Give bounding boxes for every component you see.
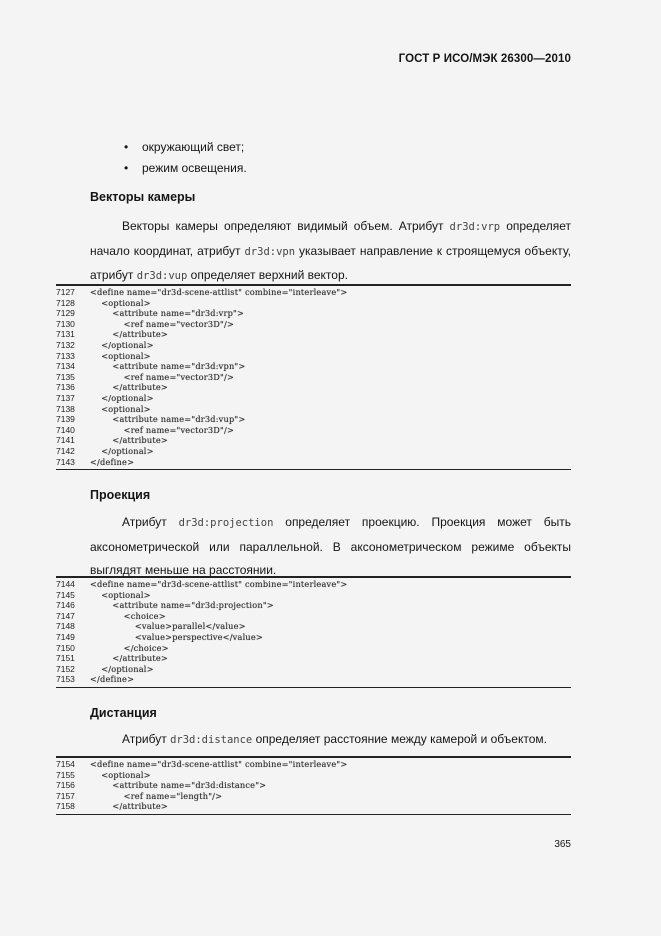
code-text: </optional>	[90, 445, 154, 456]
line-number: 7127	[56, 287, 75, 297]
code-text: </optional>	[90, 339, 154, 350]
code-line	[56, 674, 571, 685]
line-number: 7154	[56, 759, 75, 769]
code-line	[56, 801, 571, 812]
line-number: 7134	[56, 361, 75, 372]
code-listing	[56, 576, 571, 688]
section-heading: Проекция	[90, 488, 151, 502]
line-number: 7145	[56, 589, 75, 600]
code-text: </attribute>	[90, 329, 168, 340]
line-number: 7158	[56, 801, 75, 812]
code-text: <ref name="vector3D"/>	[90, 318, 235, 329]
line-number: 7155	[56, 769, 75, 780]
section-heading: Векторы камеры	[90, 190, 196, 204]
code-text: <ref name="length"/>	[90, 790, 223, 801]
code-line	[56, 791, 571, 802]
code-line	[56, 759, 571, 770]
line-number: 7153	[56, 674, 75, 685]
line-number: 7135	[56, 371, 75, 382]
code-line	[56, 372, 571, 383]
code-line	[56, 600, 571, 611]
code-line	[56, 780, 571, 791]
inline-code: dr3d:distance	[170, 734, 253, 746]
code-text: <optional>	[90, 589, 151, 600]
text-span: Векторы камеры определяют видимый объем. Атрибут	[122, 219, 450, 233]
code-line	[56, 446, 571, 457]
code-text: <optional>	[90, 769, 151, 780]
code-text: <choice>	[90, 610, 166, 621]
code-line	[56, 643, 571, 654]
code-text: </optional>	[90, 392, 154, 403]
list-item: • окружающий свет;	[124, 137, 247, 158]
code-line	[56, 308, 571, 319]
text-span: определяет начало координат, атрибут	[90, 219, 572, 258]
line-number: 7136	[56, 382, 75, 393]
text-span: Атрибут	[122, 515, 179, 529]
code-line	[56, 287, 571, 298]
code-line	[56, 621, 571, 632]
code-line	[56, 579, 571, 590]
code-text: <define name="dr3d-scene-attlist" combine="interleave">	[90, 579, 348, 589]
code-line	[56, 770, 571, 781]
line-number: 7131	[56, 329, 75, 340]
code-listing	[56, 284, 571, 470]
line-number: 7146	[56, 600, 75, 611]
code-line	[56, 340, 571, 351]
code-line	[56, 653, 571, 664]
code-text: <value>parallel</value>	[90, 621, 246, 632]
code-text: <value>perspective</value>	[90, 631, 263, 642]
bullet-list	[124, 137, 247, 179]
line-number: 7133	[56, 350, 75, 361]
code-listing	[56, 756, 571, 815]
line-number: 7150	[56, 642, 75, 653]
section-paragraph	[90, 728, 571, 753]
standard-header: ГОСТ Р ИСО/МЭК 26300—2010	[398, 53, 571, 65]
code-line	[56, 329, 571, 340]
code-text: <attribute name="dr3d:projection">	[90, 600, 274, 611]
page-number: 365	[554, 839, 571, 850]
text-span: указывает направление к строящемуся объекту, атрибут	[90, 243, 571, 282]
line-number: 7149	[56, 631, 75, 642]
code-text: <optional>	[90, 403, 151, 414]
code-text: <ref name="vector3D"/>	[90, 371, 235, 382]
code-line	[56, 435, 571, 446]
line-number: 7138	[56, 403, 75, 414]
inline-code: dr3d:projection	[178, 517, 274, 529]
code-line	[56, 298, 571, 309]
text-span: Атрибут	[122, 732, 171, 746]
line-number: 7148	[56, 621, 75, 632]
code-text: <attribute name="dr3d:vrp">	[90, 308, 245, 319]
code-text: </attribute>	[90, 382, 168, 393]
code-line	[56, 664, 571, 675]
inline-code: dr3d:vpn	[244, 245, 296, 258]
line-number: 7152	[56, 663, 75, 674]
line-number: 7143	[56, 456, 75, 467]
line-number: 7137	[56, 392, 75, 403]
section-heading: Дистанция	[90, 706, 157, 720]
text-span: определяет проекцию. Проекция может быть аксонометрической или параллельной. В аксонометрическом режиме объекты выглядят меньше на расстоянии.	[90, 515, 571, 577]
line-number: 7132	[56, 339, 75, 350]
list-item: • режим освещения.	[124, 158, 247, 179]
line-number: 7151	[56, 653, 75, 664]
line-number: 7140	[56, 424, 75, 435]
code-text: </attribute>	[90, 653, 168, 664]
code-line	[56, 361, 571, 372]
code-text: <define name="dr3d-scene-attlist" combine="interleave">	[90, 759, 348, 769]
code-text: <attribute name="dr3d:vpn">	[90, 361, 246, 372]
section-paragraph	[90, 215, 571, 289]
line-number: 7139	[56, 414, 75, 425]
code-line	[56, 393, 571, 404]
code-line	[56, 611, 571, 622]
line-number: 7128	[56, 297, 75, 308]
code-text: <define name="dr3d-scene-attlist" combine="interleave">	[90, 287, 348, 297]
code-text: </define>	[90, 456, 135, 467]
code-text: <optional>	[90, 297, 151, 308]
code-line	[56, 457, 571, 468]
line-number: 7144	[56, 579, 75, 589]
code-text: </optional>	[90, 663, 154, 674]
line-number: 7157	[56, 790, 75, 801]
line-number: 7141	[56, 435, 75, 446]
code-line	[56, 414, 571, 425]
inline-code: dr3d:vup	[136, 270, 188, 282]
code-text: </choice>	[90, 642, 169, 653]
code-text: <optional>	[90, 350, 151, 361]
line-number: 7147	[56, 610, 75, 621]
code-text: <attribute name="dr3d:vup">	[90, 414, 246, 425]
code-line	[56, 404, 571, 415]
text-span: определяет расстояние между камерой и объектом.	[252, 732, 547, 746]
line-number: 7142	[56, 445, 75, 456]
inline-code: dr3d:vrp	[449, 221, 501, 233]
code-text: <ref name="vector3D"/>	[90, 424, 235, 435]
line-number: 7156	[56, 780, 75, 791]
code-line	[56, 632, 571, 643]
code-text: <attribute name="dr3d:distance">	[90, 780, 267, 791]
line-number: 7129	[56, 308, 75, 319]
code-line	[56, 319, 571, 330]
text-span: определяет верхний вектор.	[187, 268, 348, 282]
code-text: </define>	[90, 674, 135, 685]
code-line	[56, 590, 571, 601]
code-line	[56, 351, 571, 362]
line-number: 7130	[56, 318, 75, 329]
section-paragraph	[90, 511, 571, 583]
code-line	[56, 425, 571, 436]
code-text: </attribute>	[90, 435, 168, 446]
code-line	[56, 382, 571, 393]
code-text: </attribute>	[90, 801, 168, 812]
